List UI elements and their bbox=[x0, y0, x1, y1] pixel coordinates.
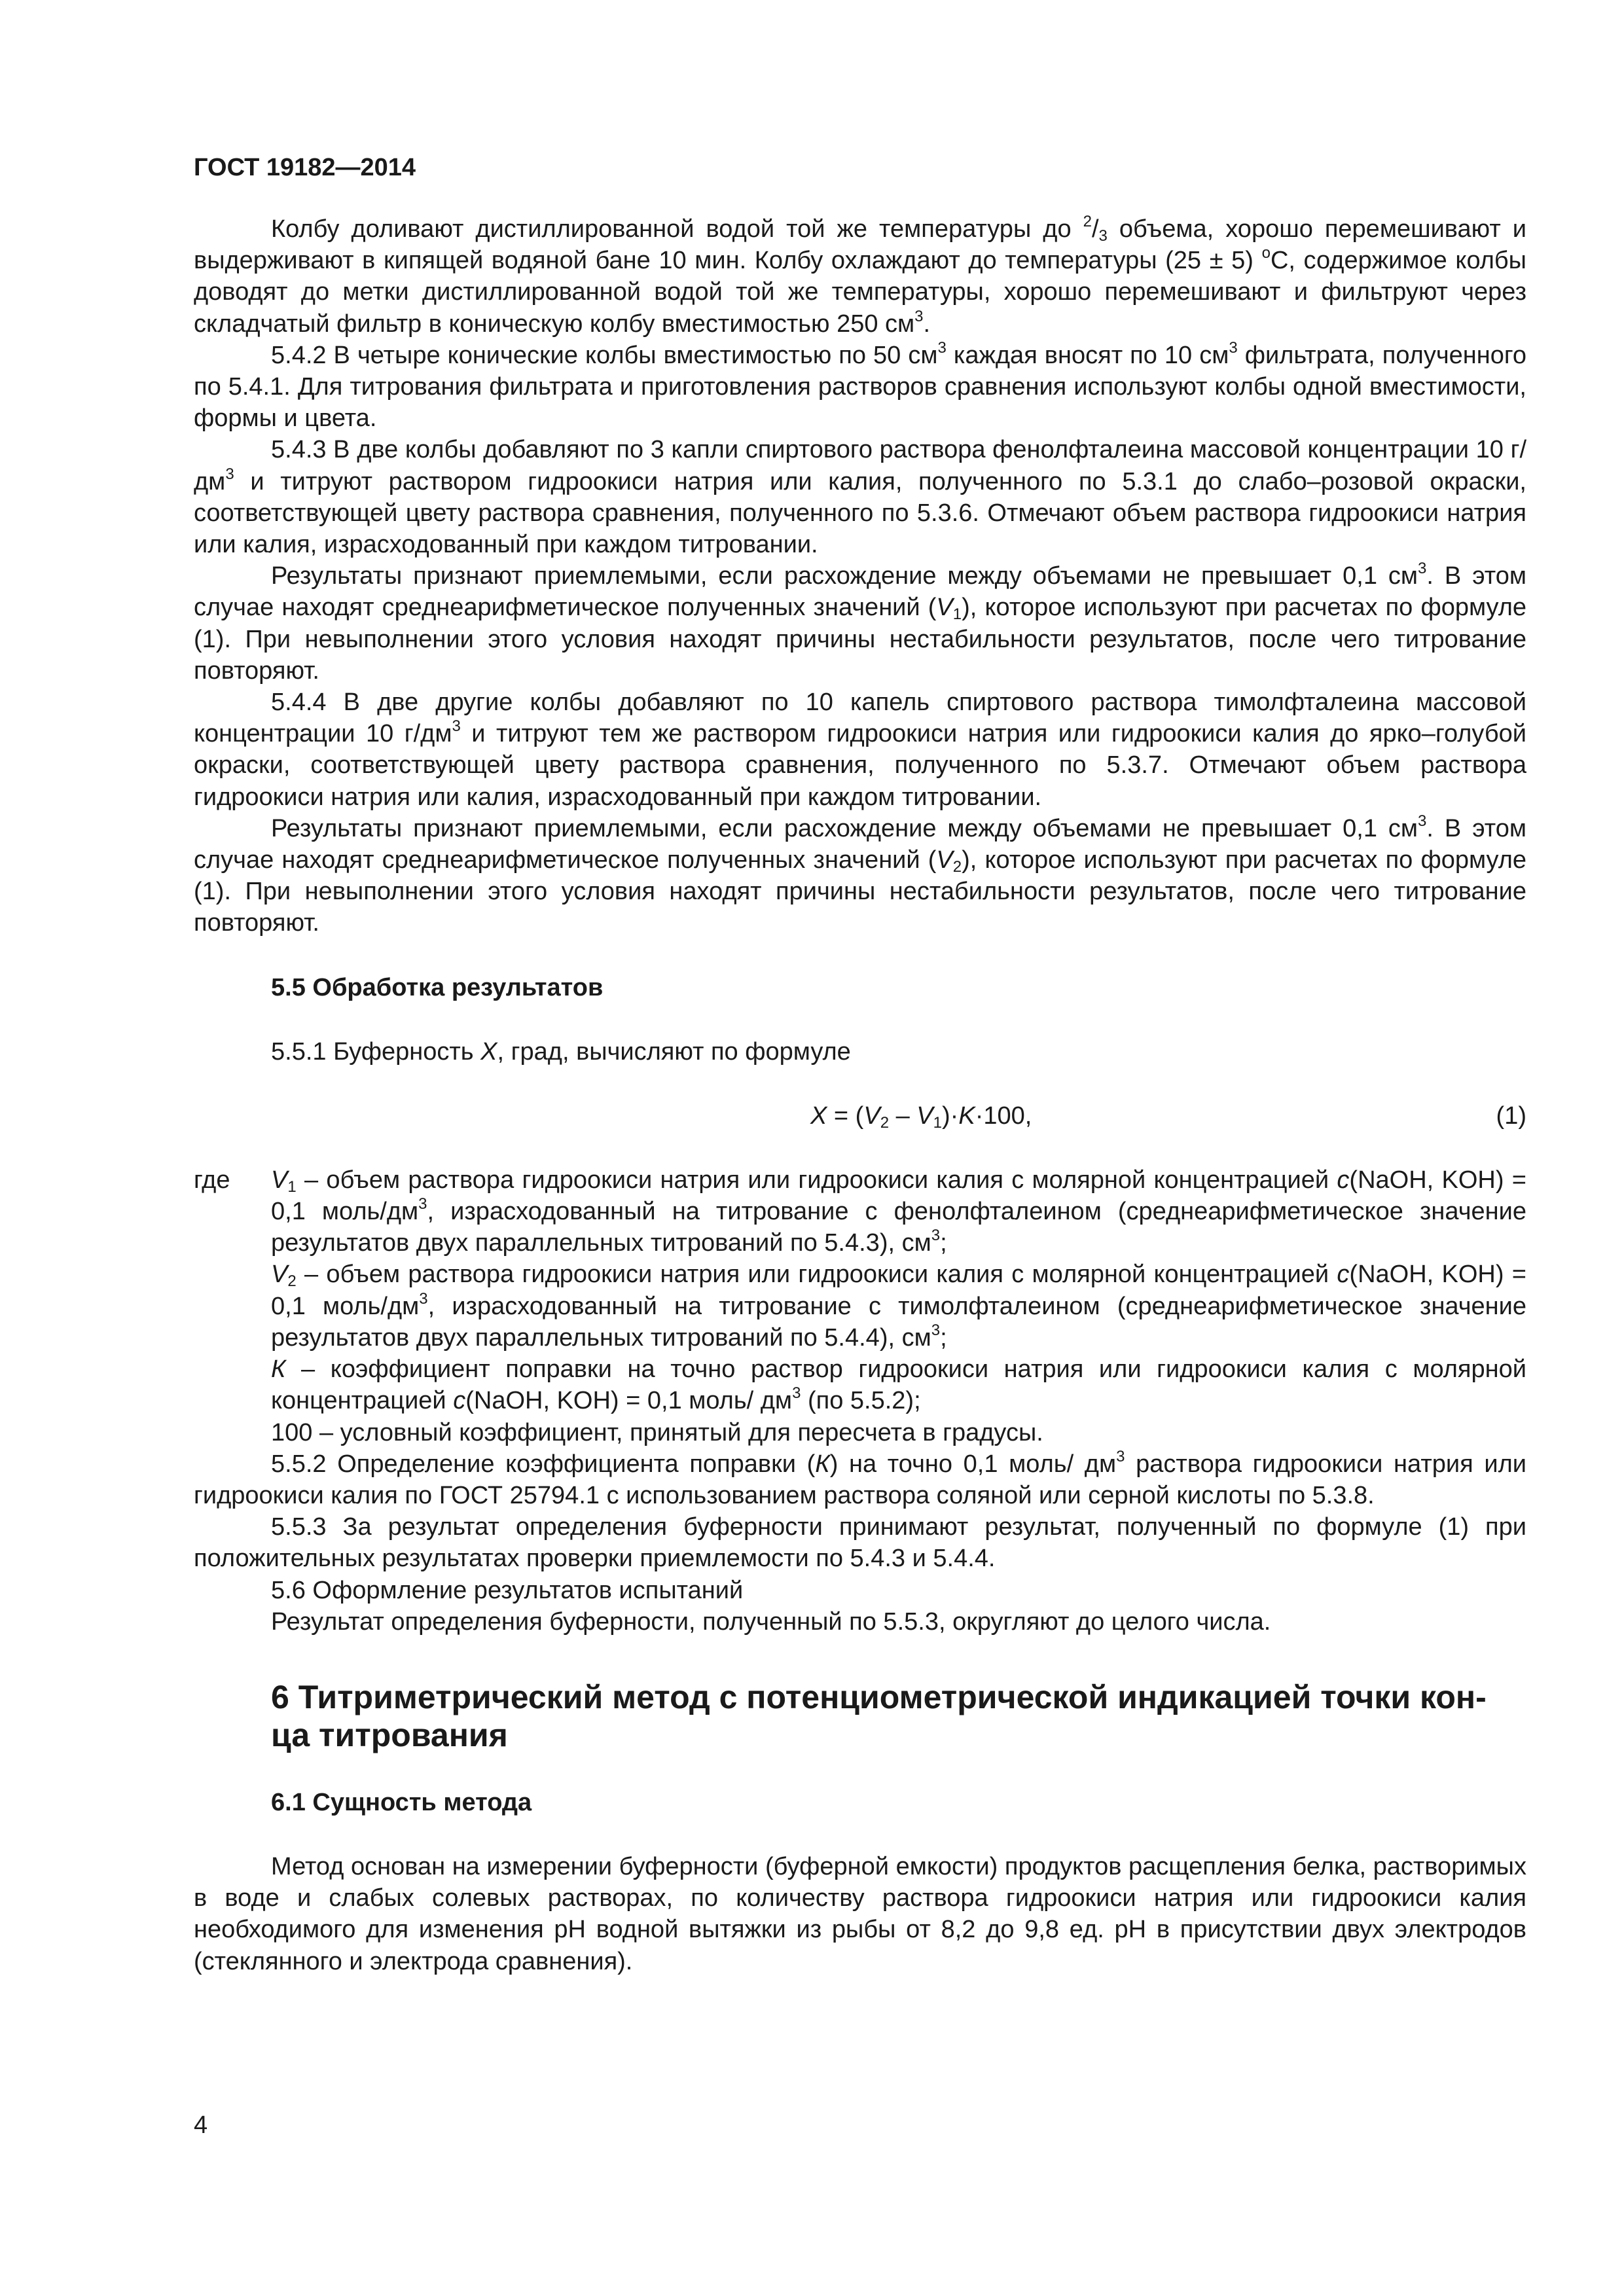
paragraph-5-6: 5.6 Оформление результатов испытаний bbox=[271, 1576, 744, 1604]
where-keyword: где bbox=[194, 1166, 230, 1194]
page-number: 4 bbox=[194, 2111, 208, 2139]
document-body bbox=[194, 213, 1526, 1977]
paragraph-5-6-result: Результат определения буферности, полученный по 5.5.3, округляют до целого числа. bbox=[271, 1607, 1271, 1636]
spacer bbox=[194, 1818, 1526, 1851]
paragraph-6-1: Метод основан на измерении буферности (буферной емкости) продуктов расщепления белка, растворимых в воде и слабых солевых растворах, по количеству раствора гидроокиси натрия или гидроокиси калия необходимого для изменения рН водной вытяжки из рыбы от 8,2 до 9,8 ед. рН в присутствии двух электродов (стеклянного и электрода сравнения). bbox=[194, 1852, 1526, 1975]
spacer bbox=[194, 1003, 1526, 1036]
spacer bbox=[194, 939, 1526, 972]
section-heading-6: 6 Титриметрический метод с потенциометрической индикацией точки кон- ца титрования bbox=[271, 1678, 1487, 1753]
formula-expression: $X = (V_2 - V_1)\cdot K\cdot 100$, bbox=[810, 1102, 1032, 1132]
paragraph-5-4-3: 5.4.3 В две колбы добавляют по 3 капли спиртового раствора фенолфталеина массовой концентрации 10 $г/дм^3$ и титруют раствором гидроокиси натрия или калия, полученного по 5.3.1 до слабо–розовой окраски, соответствующей цвету раствора сравнения, полученного по 5.3.6. Отмечают объем раствора гидроокиси натрия или калия, израсходованный при каждом титровании. bbox=[194, 436, 1526, 559]
formula-legend bbox=[194, 1164, 1526, 1448]
paragraph-acceptance-1: Результаты признают приемлемыми, если расхождение между объемами не превышает 0,1 $см^3$. В этом случае находят среднеарифметическое полученных значений $(V_1)$, которое используют при расчетах по формуле (1). При невыполнении этого условия находят причины нестабильности результатов, после чего титрование повторяют. bbox=[194, 560, 1526, 685]
formula-1 bbox=[194, 1100, 1526, 1132]
section-heading-5-5: 5.5 Обработка результатов bbox=[271, 973, 604, 1001]
spacer bbox=[194, 1132, 1526, 1164]
document-header: ГОСТ 19182—2014 bbox=[194, 154, 416, 181]
paragraph-5-4-2: 5.4.2 В четыре конические колбы вместимостью по 50 $см^3$ каждая вносят по 10 $см^3$ фильтрата, полученного по 5.4.1. Для титрования фильтрата и приготовления растворов сравнения используют колбы одной вместимости, формы и цвета. bbox=[194, 338, 1527, 433]
paragraph-5-4-4: 5.4.4 В две другие колбы добавляют по 10 капель спиртового раствора тимолфталеина массовой концентрации 10 $г/дм^3$ и титруют тем же раствором гидроокиси натрия или гидроокиси калия до ярко–голубой окраски, соответствующей цвету раствора сравнения, полученного по 5.3.7. Отмечают объем раствора гидроокиси натрия или калия, израсходованный при каждом титровании. bbox=[194, 689, 1526, 811]
legend-v2: $V_2$ – объем раствора гидроокиси натрия или гидроокиси калия с молярной концентрацией с(NaOH, KOH) = 0,1 моль/$дм^3$, израсходованный на титрование с тимолфталеином (среднеарифметическое значение результатов двух параллельных титрований по 5.4.4), $см^3$; bbox=[271, 1261, 1527, 1352]
legend-100: 100 – условный коэффициент, принятый для пересчета в градусы. bbox=[271, 1418, 1043, 1446]
spacer bbox=[194, 1638, 1526, 1678]
paragraph-5-5-2: 5.5.2 Определение коэффициента поправки (К) на точно 0,1 моль/ $дм^3$ раствора гидроокиси натрия или гидроокиси калия по ГОСТ 25794.1 с использованием раствора соляной или серной кислоты по 5.3.8. bbox=[194, 1447, 1526, 1509]
spacer bbox=[194, 1067, 1526, 1100]
section-heading-6-1: 6.1 Сущность метода bbox=[271, 1788, 532, 1816]
paragraph-flask-dilution: Колбу доливают дистиллированной водой той же температуры до $^2/_3$ объема, хорошо перемешивают и выдерживают в кипящей водяной бане 10 мин. Колбу охлаждают до температуры (25 ± 5) $^о$С, содержимое колбы доводят до метки дистиллированной водой той же температуры, хорошо перемешивают и фильтруют через складчатый фильтр в коническую колбу вместимостью 250 $см^3$. bbox=[194, 213, 1526, 338]
paragraph-5-5-3: 5.5.3 За результат определения буферности принимают результат, полученный по формуле (1) при положительных результатах проверки приемлемости по 5.4.3 и 5.4.4. bbox=[194, 1513, 1526, 1573]
formula-number: (1) bbox=[1496, 1102, 1526, 1130]
legend-v1: $V_1$ – объем раствора гидроокиси натрия или гидроокиси калия с молярной концентрацией с(NaOH, KOH) = 0,1 моль/$дм^3$, израсходованный на титрование с фенолфталеином (среднеарифметическое значение результатов двух параллельных титрований по 5.4.3), $см^3$; bbox=[271, 1166, 1526, 1257]
spacer bbox=[194, 1754, 1526, 1787]
paragraph-5-5-1: 5.5.1 Буферность X, град, вычисляют по формуле bbox=[271, 1037, 851, 1066]
paragraph-acceptance-2: Результаты признают приемлемыми, если расхождение между объемами не превышает 0,1 $см^3$. В этом случае находят среднеарифметическое полученных значений $(V_2)$, которое используют при расчетах по формуле (1). При невыполнении этого условия находят причины нестабильности результатов, после чего титрование повторяют. bbox=[194, 812, 1526, 937]
legend-k: К – коэффициент поправки на точно раствор гидроокиси натрия или гидроокиси калия с молярной концентрацией с(NaOH, KOH) = 0,1 моль/ $дм^3$ (по 5.5.2); bbox=[271, 1355, 1526, 1415]
